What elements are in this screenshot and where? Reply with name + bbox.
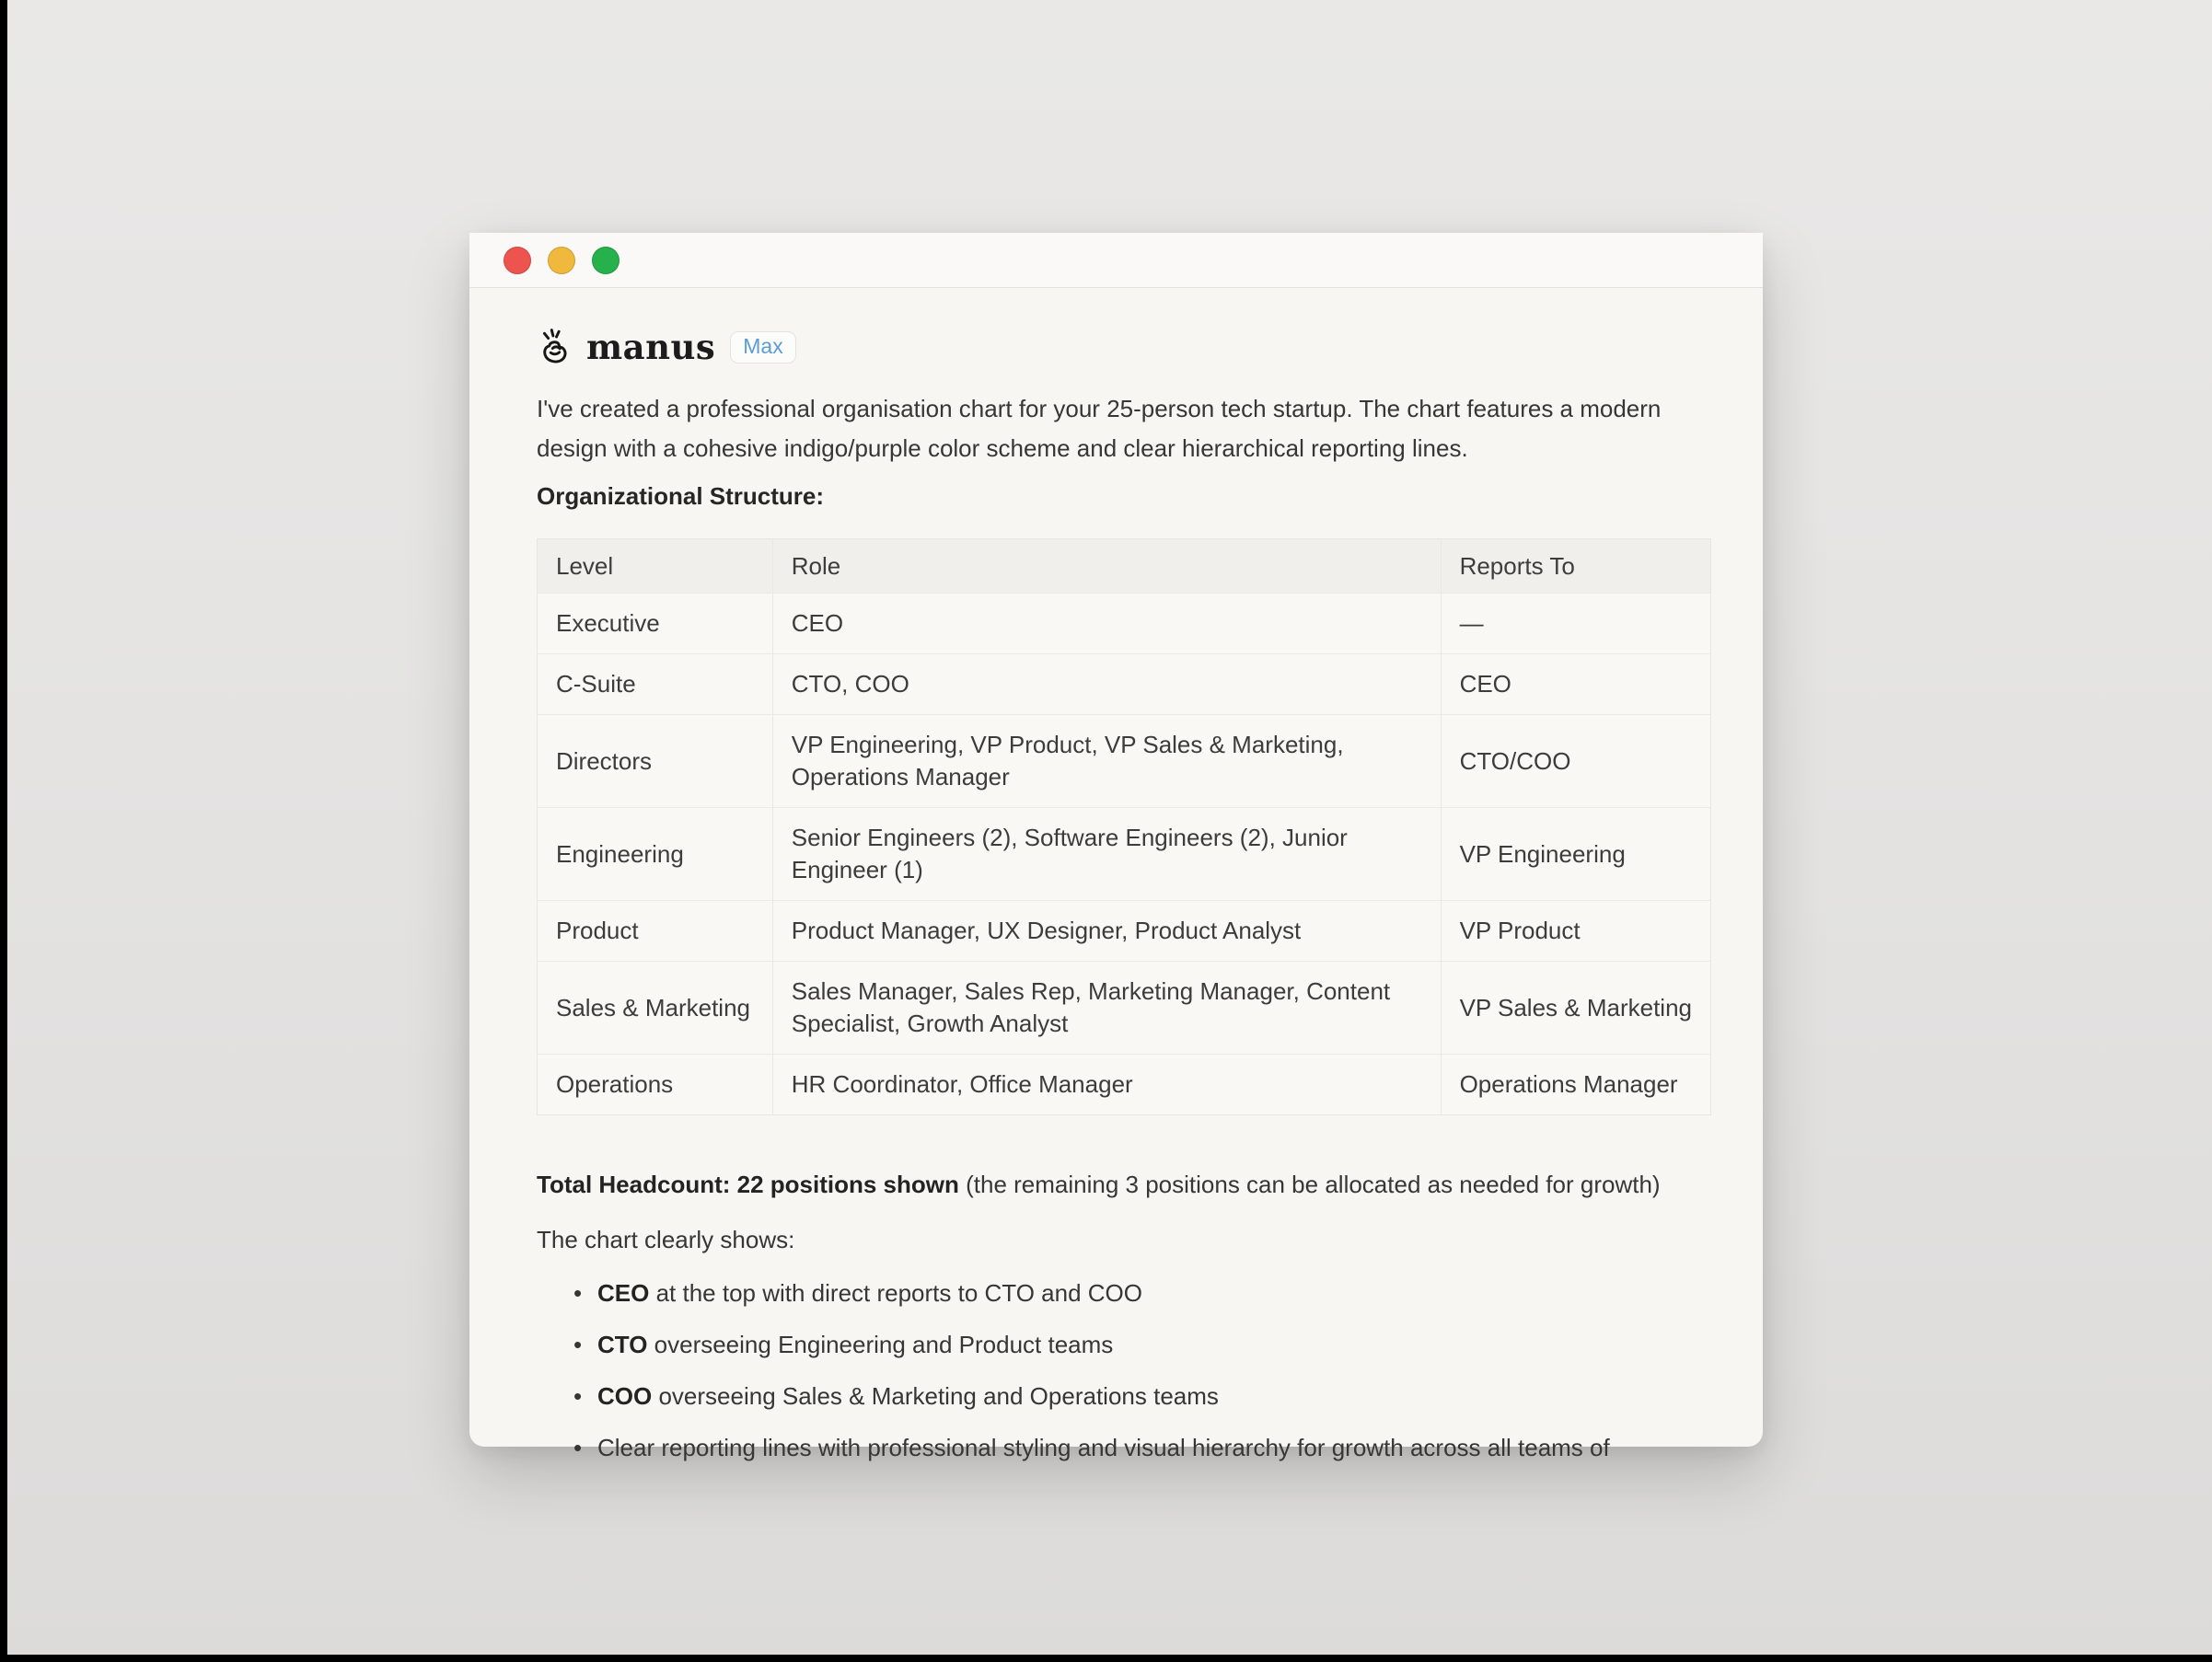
summary-bullet-list [537, 1277, 1711, 1463]
list-item [573, 1380, 1711, 1412]
close-button[interactable] [504, 247, 531, 274]
zoom-button[interactable] [592, 247, 620, 274]
model-badge: Max [730, 331, 795, 364]
minimize-button[interactable] [548, 247, 575, 274]
cell-reports: CEO [1441, 654, 1710, 715]
window-titlebar [469, 233, 1763, 288]
intro-paragraph: I've created a professional organisation chart for your 25-person tech startup. The chart features a modern design with a cohesive indigo/purple color scheme and clear hierarchical reporting lines. [537, 395, 1662, 462]
cell-level: Engineering [538, 808, 773, 901]
bullet-text: overseeing Sales & Marketing and Operations teams [652, 1382, 1219, 1410]
bullet-text: at the top with direct reports to CTO and COO [649, 1279, 1142, 1307]
brand-row [537, 325, 1711, 369]
column-header-role: Role [772, 539, 1441, 594]
cell-role: Senior Engineers (2), Software Engineers (2), Junior Engineer (1) [772, 808, 1441, 901]
table-row [538, 962, 1711, 1055]
bullet-text: overseeing Engineering and Product teams [647, 1331, 1114, 1358]
cell-role: HR Coordinator, Office Manager [772, 1055, 1441, 1115]
cell-role: CTO, COO [772, 654, 1441, 715]
headcount-rest: (the remaining 3 positions can be allocated as needed for growth) [958, 1171, 1661, 1198]
manus-logo-icon [537, 327, 575, 367]
list-item [573, 1277, 1711, 1309]
list-item-truncated [573, 1432, 1711, 1463]
message-content [469, 325, 1763, 1463]
table-row [538, 808, 1711, 901]
cell-level: Executive [538, 594, 773, 654]
cell-level: Directors [538, 715, 773, 808]
table-row [538, 1055, 1711, 1115]
cell-reports: Operations Manager [1441, 1055, 1710, 1115]
cell-level: Product [538, 901, 773, 962]
brand-wordmark: manus [586, 327, 716, 367]
table-header-row [538, 539, 1711, 594]
bullet-text: Clear reporting lines with professional styling and visual hierarchy for growth across all teams of [597, 1434, 1610, 1461]
cell-reports: CTO/COO [1441, 715, 1710, 808]
cell-level: Sales & Marketing [538, 962, 773, 1055]
cell-role: CEO [772, 594, 1441, 654]
cell-role: Sales Manager, Sales Rep, Marketing Manager, Content Specialist, Growth Analyst [772, 962, 1441, 1055]
cell-level: Operations [538, 1055, 773, 1115]
cell-reports: VP Engineering [1441, 808, 1710, 901]
list-item [573, 1329, 1711, 1360]
table-row [538, 594, 1711, 654]
column-header-level: Level [538, 539, 773, 594]
chat-window [469, 233, 1763, 1461]
cell-reports: VP Product [1441, 901, 1710, 962]
cell-reports: — [1441, 594, 1710, 654]
headcount-bold: Total Headcount: 22 positions shown [537, 1171, 959, 1198]
bullet-bold: CEO [597, 1279, 650, 1307]
table-row [538, 715, 1711, 808]
cell-role: Product Manager, UX Designer, Product Analyst [772, 901, 1441, 962]
cell-level: C-Suite [538, 654, 773, 715]
section-heading: Organizational Structure: [537, 482, 825, 510]
shows-heading: The chart clearly shows: [537, 1226, 795, 1253]
column-header-reports: Reports To [1441, 539, 1710, 594]
table-row [538, 654, 1711, 715]
cell-reports: VP Sales & Marketing [1441, 962, 1710, 1055]
cell-role: VP Engineering, VP Product, VP Sales & Marketing, Operations Manager [772, 715, 1441, 808]
org-structure-table [537, 538, 1711, 1115]
headcount-paragraph [537, 1165, 1711, 1205]
table-row [538, 901, 1711, 962]
bullet-bold: COO [597, 1382, 653, 1410]
bullet-bold: CTO [597, 1331, 648, 1358]
